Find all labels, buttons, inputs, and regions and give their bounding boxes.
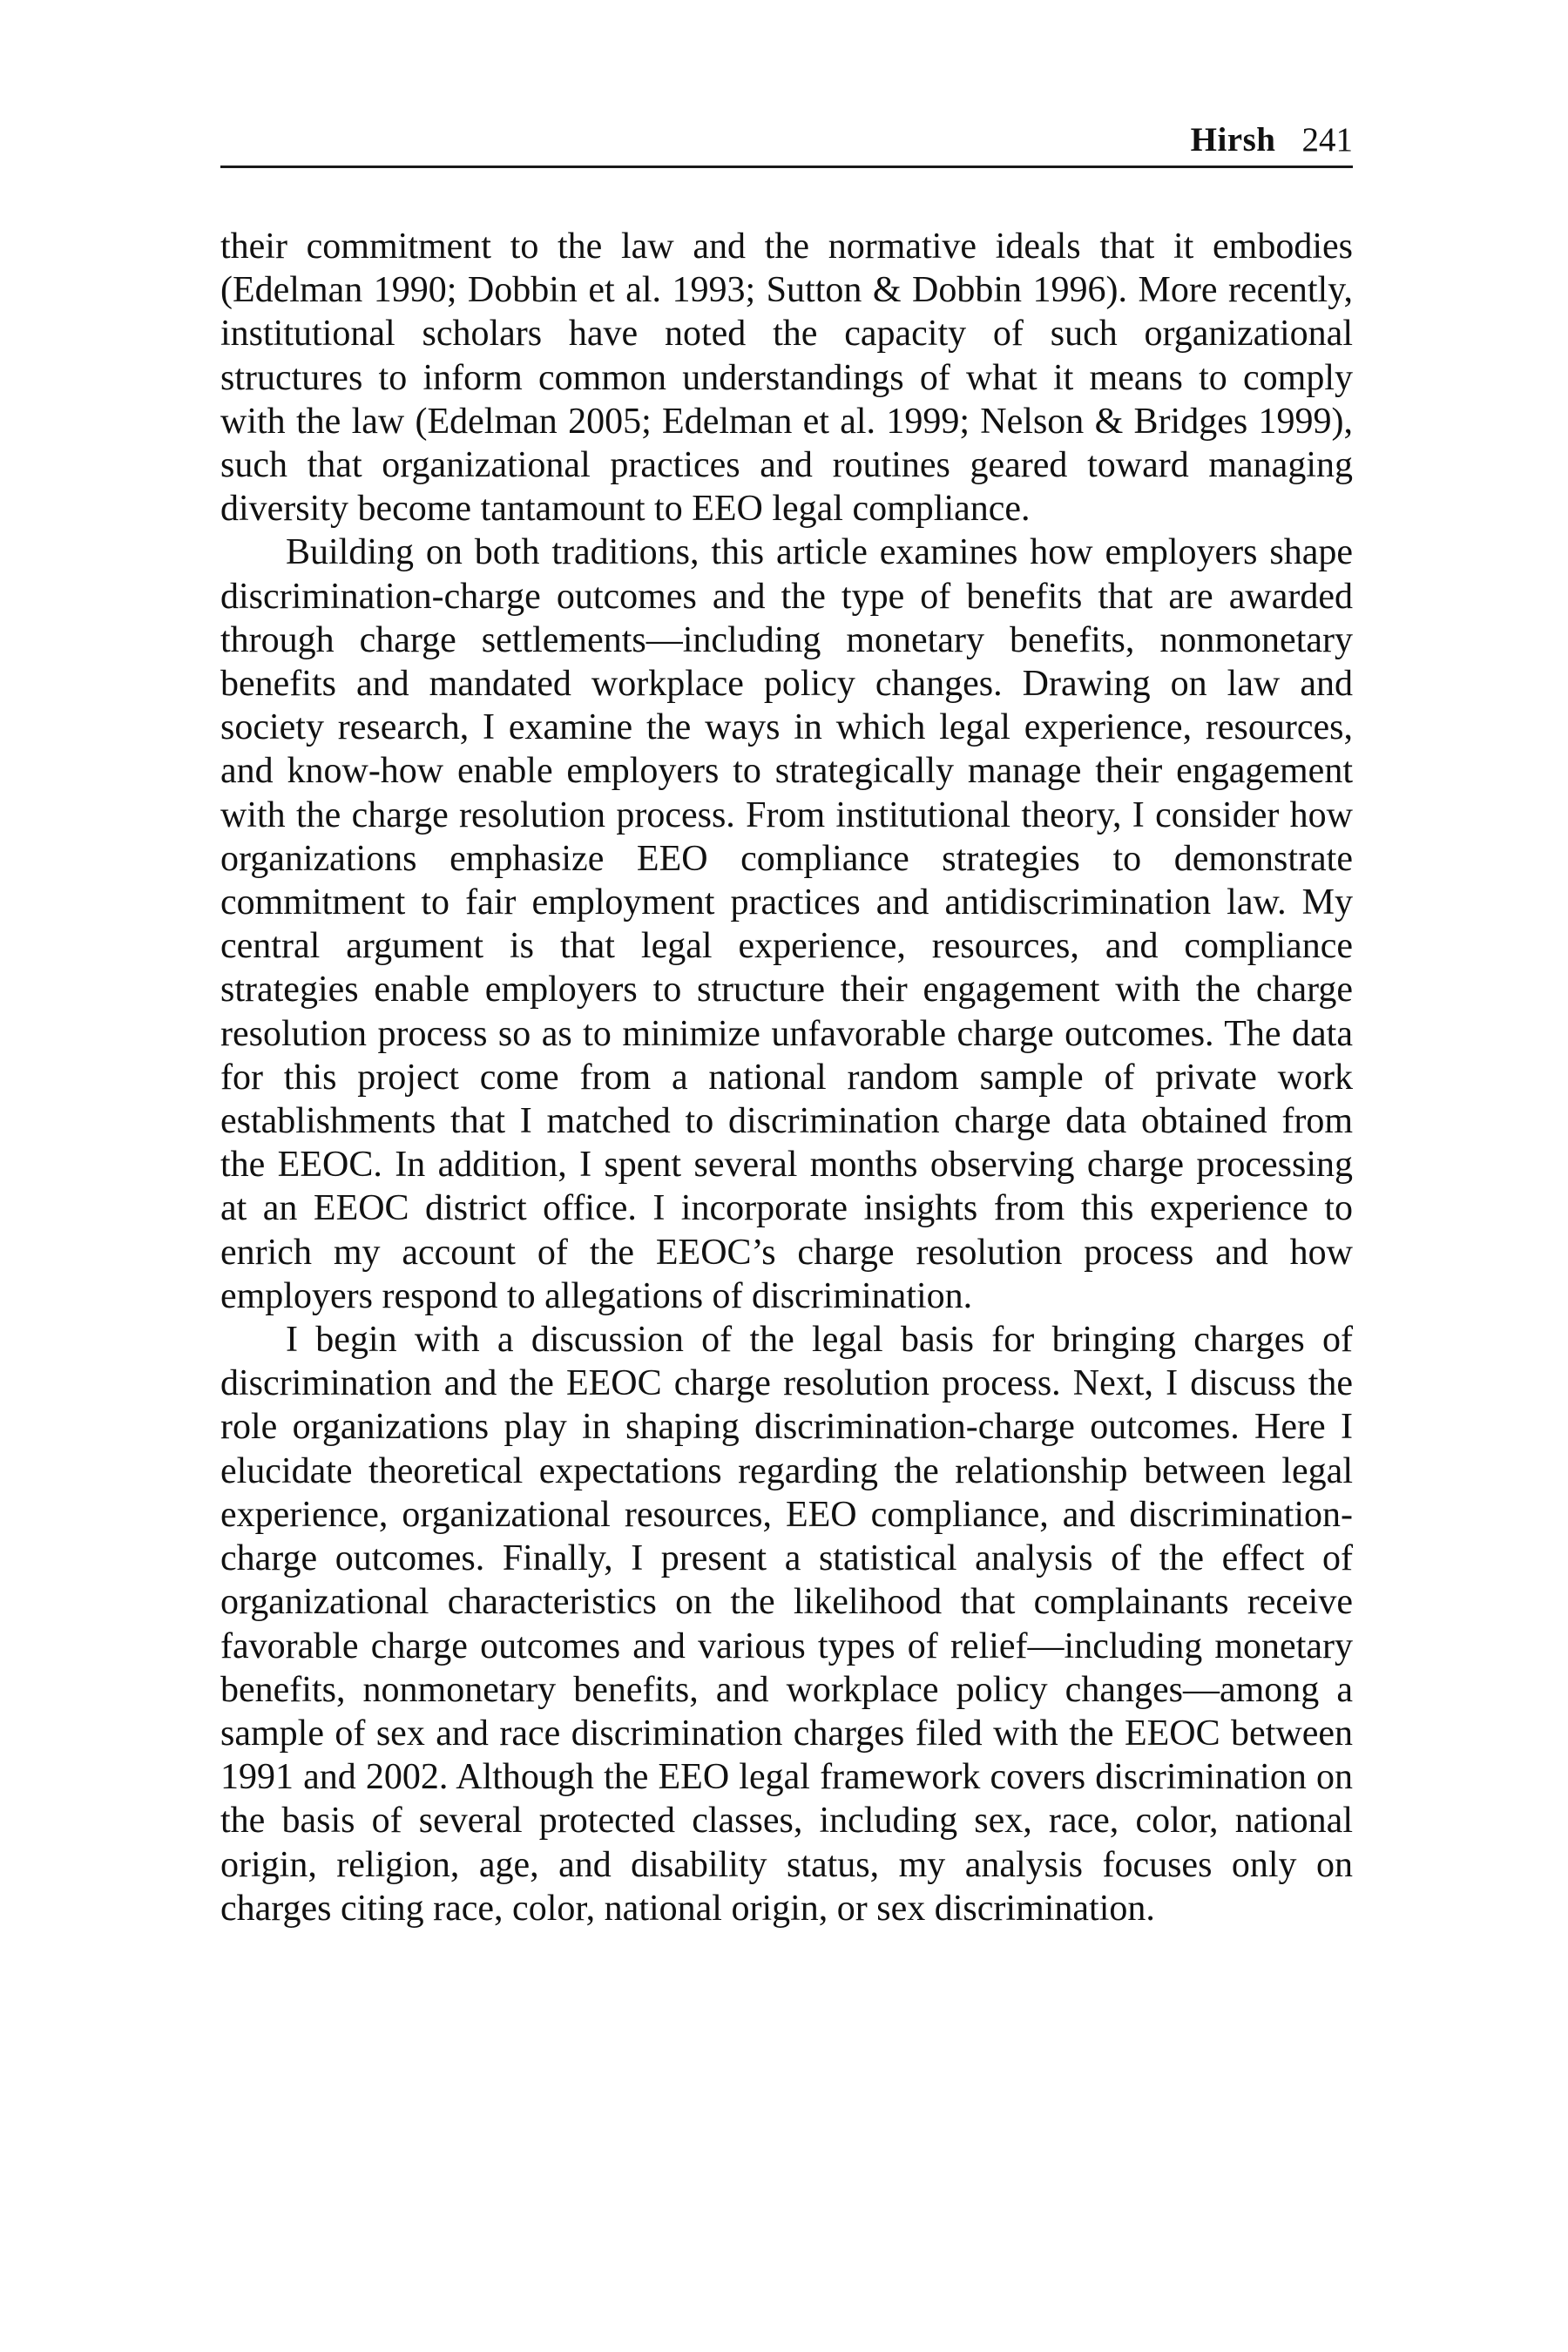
paragraph-continued: their commitment to the law and the normative ideals that it embodies (Edelman 1990; Dobbin et al. 1993; Sutton & Dobbin 1996). More recently, institutional scholars have noted the capacity of such organizational structures to inform common understandings of what it means to comply with the law (Edelman 2005; Edelman et al. 1999; Nelson & Bridges 1999), such that organizational practices and routines geared toward managing diversity become tantamount to EEO legal compliance. <box>220 226 1353 530</box>
page-number: 241 <box>1301 121 1353 159</box>
paragraph-article-outline: I begin with a discussion of the legal basis for bringing charges of discrimination and the EEOC charge resolution process. Next, I discuss the role organizations play in shaping discrimination-charge outcomes. Here I elucidate theoretical expectations regarding the relationship between legal experience, organizational resources, EEO compliance, and discrimination-charge outcomes. Finally, I present a statistical analysis of the effect of organizational characteristics on the likelihood that complainants receive favorable charge outcomes and various types of relief—including monetary benefits, nonmonetary benefits, and workplace policy changes—among a sample of sex and race discrimination charges filed with the EEOC between 1991 and 2002. Although the EEO legal framework covers discrimination on the basis of several protected classes, including sex, race, color, national origin, religion, age, and disability status, my analysis focuses only on charges citing race, color, national origin, or sex discrimination. <box>220 1320 1353 1929</box>
running-header <box>220 115 1353 168</box>
running-header-author: Hirsh <box>1190 121 1276 159</box>
body-text <box>220 225 1353 1930</box>
paragraph-study-overview: Building on both traditions, this article examines how employers shape discrimination-charge outcomes and the type of benefits that are awarded through charge settlements—including monetary benefits, nonmonetary benefits and mandated workplace policy changes. Drawing on law and society research, I examine the ways in which legal experience, resources, and know-how enable employers to strategically manage their engagement with the charge resolution process. From institutional theory, I consider how organizations emphasize EEO compliance strategies to demonstrate commitment to fair employment practices and antidiscrimination law. My central argument is that legal experience, resources, and compliance strategies enable employers to structure their engagement with the charge resolution process so as to minimize unfavorable charge outcomes. The data for this project come from a national random sample of private work establishments that I matched to discrimination charge data obtained from the EEOC. In addition, I spent several months observing charge processing at an EEOC district office. I incorporate insights from this experience to enrich my account of the EEOC’s charge resolution process and how employers respond to allegations of discrimination. <box>220 532 1353 1316</box>
